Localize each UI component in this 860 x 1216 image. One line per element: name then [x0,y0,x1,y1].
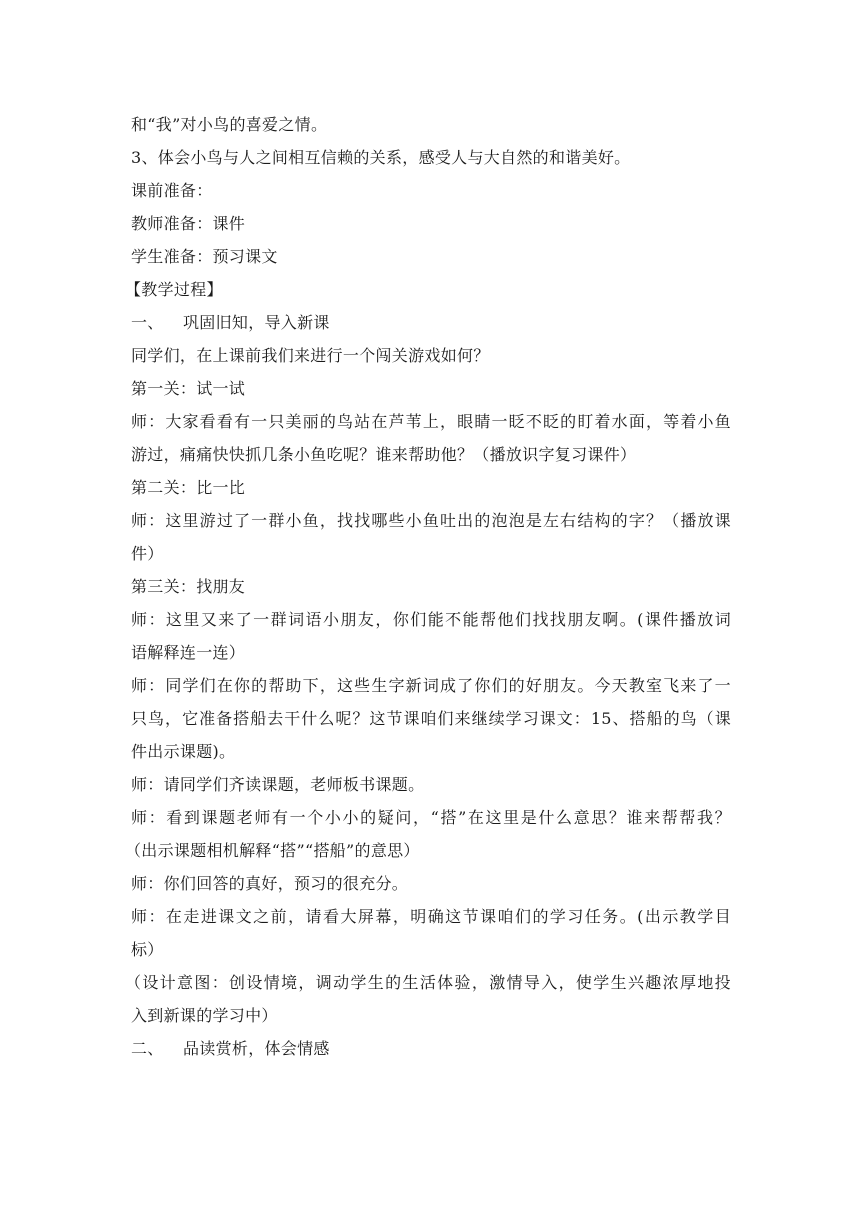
text-line: 只鸟，它准备搭船去干什么呢？这节课咱们来继续学习课文：15、搭船的鸟（课 [131,709,731,728]
text-line: 师：大家看看有一只美丽的鸟站在芦苇上，眼睛一眨不眨的盯着水面，等着小鱼 [131,412,731,431]
section-label-preparation: 课前准备： [131,181,213,200]
text-line: 师：看到课题老师有一个小小的疑问，“搭”在这里是什么意思？谁来帮帮我？ [131,808,731,827]
design-intent-note: （设计意图：创设情境，调动学生的生活体验，激情导入，使学生兴趣浓厚地投 [125,973,731,992]
text-line: （出示课题相机解释“搭”“搭船”的意思） [125,841,420,860]
teacher-preparation: 教师准备：课件 [131,214,246,233]
text-line: 游过，痛痛快快抓几条小鱼吃呢？谁来帮助他？（播放识字复习课件） [131,445,637,464]
text-line: 同学们，在上课前我们来进行一个闯关游戏如何？ [131,346,490,365]
level-heading-2: 第二关：比一比 [131,478,246,497]
text-line: 师：你们回答的真好，预习的很充分。 [131,874,409,893]
text-line: 语解释连一连） [131,643,246,662]
text-line: 师：请同学们齐读课题，老师板书课题。 [131,775,425,794]
text-line: 入到新课的学习中） [131,1006,278,1025]
section-heading-2 [131,1032,731,1065]
text-line: 师：同学们在你的帮助下，这些生字新词成了你们的好朋友。今天教室飞来了一 [131,676,731,695]
text-line: 师：在走进课文之前，请看大屏幕，明确这节课咱们的学习任务。(出示教学目 [131,907,731,926]
text-line: 师：这里游过了一群小鱼，找找哪些小鱼吐出的泡泡是左右结构的字？（播放课 [131,511,731,530]
text-line: 件出示课题)。 [131,742,236,761]
text-line: 标） [131,940,164,959]
objective-3: 3、体会小鸟与人之间相互信赖的关系，感受人与大自然的和谐美好。 [131,148,631,167]
level-heading-3: 第三关：找朋友 [131,577,246,596]
section-number: 二、 [131,1039,164,1058]
section-heading-1 [131,306,731,339]
text-line: 师：这里又来了一群词语小朋友，你们能不能帮他们找找朋友啊。(课件播放词 [131,610,731,629]
section-title: 巩固旧知，导入新课 [183,313,330,332]
section-title: 品读赏析，体会情感 [183,1039,330,1058]
level-heading-1: 第一关：试一试 [131,379,246,398]
document-body [125,108,731,1065]
text-line: 和“我”对小鸟的喜爱之情。 [131,115,328,134]
section-number: 一、 [131,313,164,332]
text-line: 件） [131,544,164,563]
section-heading-teaching-process: 【教学过程】 [125,280,223,299]
student-preparation: 学生准备：预习课文 [131,247,278,266]
